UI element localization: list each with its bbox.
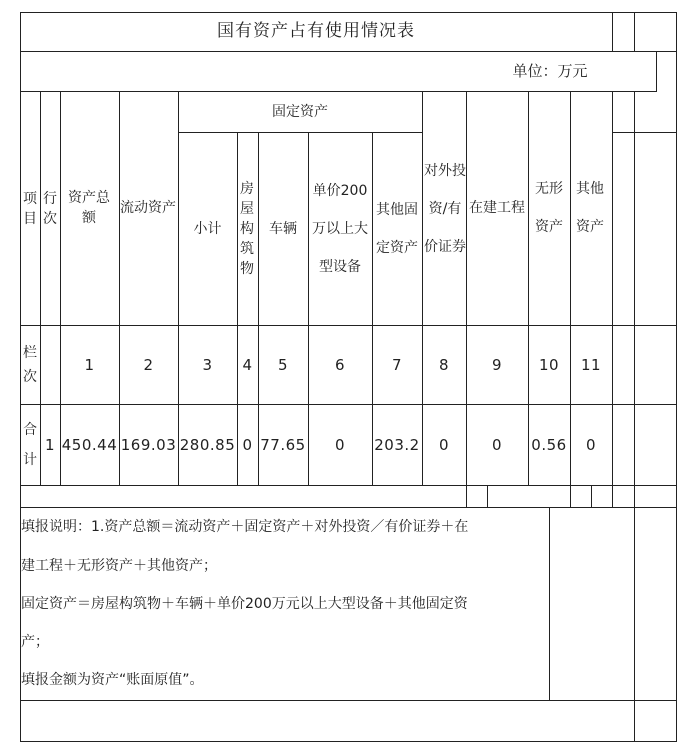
total-value: 0 (438, 436, 450, 454)
total-value: 77.65 (260, 436, 306, 454)
column-number: 2 (143, 356, 154, 374)
column-number: 6 (334, 356, 346, 374)
total-value: 450.44 (61, 436, 118, 454)
header-row-no: 行次 (43, 190, 57, 227)
grid-line-vertical (612, 12, 613, 52)
column-number: 7 (391, 356, 403, 374)
header-buildings: 房屋构筑物 (240, 181, 254, 277)
grid-line-horizontal (20, 700, 677, 701)
grid-line-vertical (466, 485, 467, 508)
header-intangible-assets: 无形资产 (535, 181, 563, 235)
header-vehicles: 车辆 (269, 221, 297, 237)
header-other-fixed-assets: 其他固定资产 (376, 202, 418, 256)
total-value: 280.85 (179, 436, 236, 454)
header-investment-securities: 对外投资/有价证券 (424, 162, 466, 255)
total-row-label: 合计 (23, 422, 37, 468)
column-number: 9 (491, 356, 503, 374)
header-fixed-assets: 固定资产 (272, 104, 328, 120)
note-line: 填报金额为资产“账面原值”。 (21, 672, 204, 688)
header-item: 项目 (23, 190, 37, 227)
grid-line-horizontal (612, 132, 677, 133)
header-other-assets: 其他资产 (576, 181, 604, 235)
column-number: 11 (580, 356, 602, 374)
total-value: 0 (585, 436, 597, 454)
total-value: 0 (491, 436, 503, 454)
column-row-label: 栏次 (23, 345, 37, 385)
note-line: 建工程＋无形资产＋其他资产； (21, 558, 217, 574)
column-number: 8 (438, 356, 450, 374)
header-subtotal: 小计 (193, 221, 222, 237)
grid-line-vertical (676, 12, 677, 742)
header-current-assets: 流动资产 (120, 200, 176, 216)
note-line: 填报说明：1.资产总额＝流动资产＋固定资产＋对外投资／有价证券＋在 (21, 519, 469, 535)
grid-line-vertical (570, 485, 571, 508)
grid-line-horizontal (20, 51, 677, 52)
header-construction: 在建工程 (469, 200, 525, 216)
grid-line-horizontal (20, 507, 677, 508)
grid-line-vertical (634, 91, 635, 742)
note-line: 固定资产＝房屋构筑物＋车辆＋单价200万元以上大型设备＋其他固定资 (21, 596, 468, 612)
note-line: 产； (21, 634, 49, 650)
column-number: 10 (538, 356, 560, 374)
grid-line-vertical (612, 91, 613, 508)
header-total-assets: 资产总额 (68, 190, 110, 226)
total-value: 0.56 (531, 436, 567, 454)
total-value: 203.2 (374, 436, 420, 454)
column-number: 1 (84, 356, 95, 374)
header-large-equipment: 单价200万以上大型设备 (312, 183, 368, 275)
grid-line-vertical (634, 12, 635, 52)
total-row-number: 1 (44, 436, 56, 454)
column-number: 5 (277, 356, 289, 374)
total-value: 0 (242, 436, 253, 454)
grid-line-vertical (591, 485, 592, 508)
grid-line-vertical (656, 51, 657, 92)
column-number: 4 (242, 356, 253, 374)
table-title: 国有资产占有使用情况表 (217, 21, 415, 41)
unit-label: 单位：万元 (512, 62, 588, 80)
total-value: 0 (334, 436, 346, 454)
total-value: 169.03 (120, 436, 177, 454)
grid-line-vertical (549, 507, 550, 701)
column-number: 3 (202, 356, 213, 374)
grid-line-vertical (487, 485, 488, 508)
